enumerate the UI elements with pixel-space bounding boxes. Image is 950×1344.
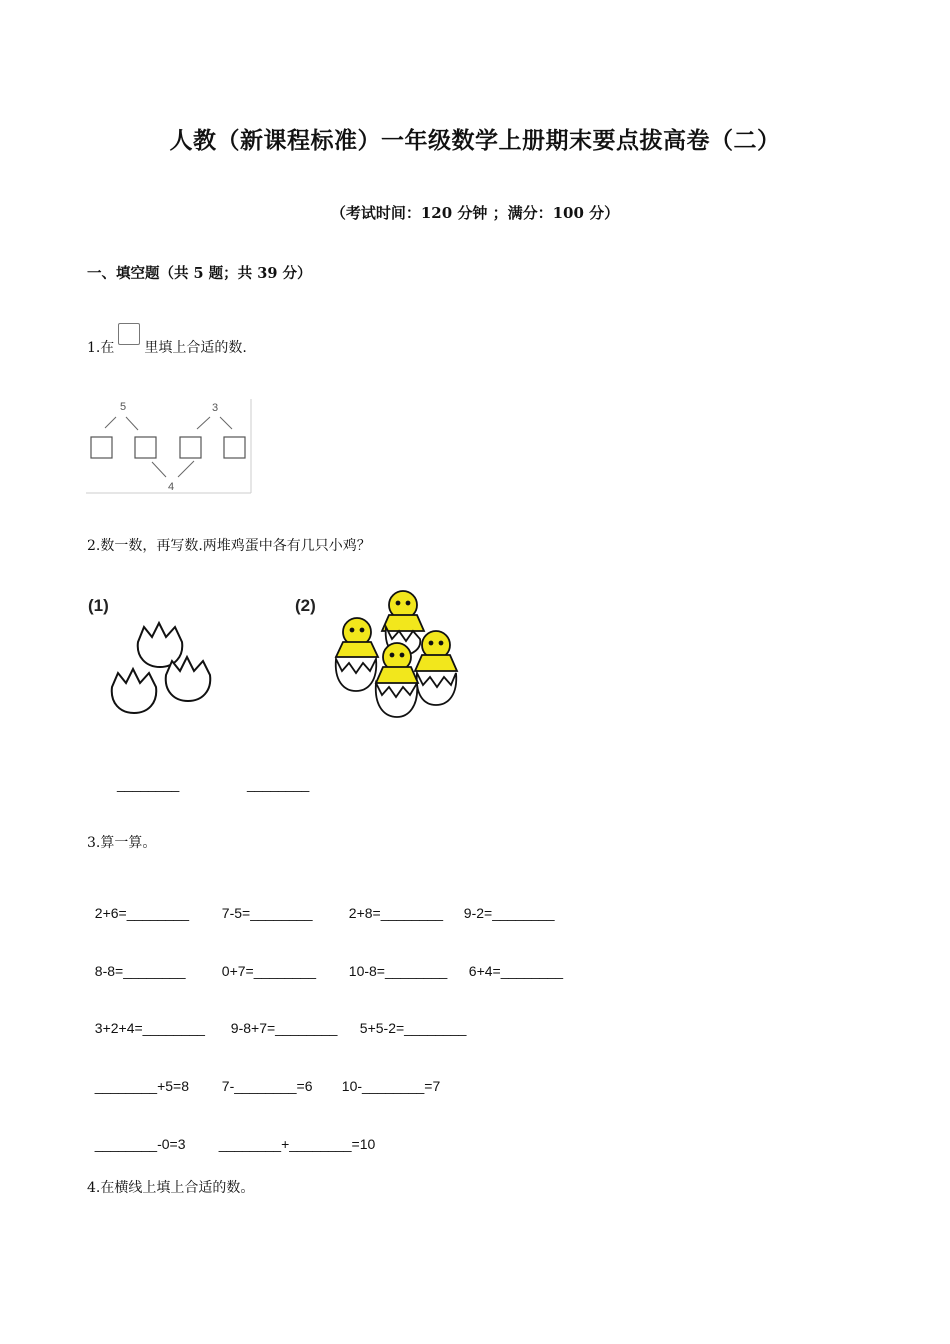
section-heading: 一、填空题（共 5 题；共 39 分） (87, 265, 312, 282)
math-problem[interactable]: 3+2+4=________ (94, 1020, 205, 1036)
math-row (87, 1004, 466, 1036)
math-problem[interactable]: 10-________=7 (341, 1078, 441, 1094)
answer-box-icon (118, 323, 140, 345)
math-problem[interactable]: 7-________=6 (221, 1078, 313, 1094)
math-problem[interactable]: ________-0=3 (94, 1136, 186, 1152)
math-problem[interactable]: 5+5-2=________ (359, 1020, 467, 1036)
question-2: 2.数一数，再写数.两堆鸡蛋中各有几只小鸡？ (87, 538, 371, 554)
question-4: 4.在横线上填上合适的数。 (87, 1180, 255, 1196)
math-row (87, 1120, 375, 1152)
empty-shell-icon (166, 657, 211, 701)
question-1-prefix: 1.在 (87, 340, 115, 356)
math-problem[interactable]: 9-2=________ (463, 905, 555, 921)
answer-box[interactable] (224, 437, 245, 458)
empty-shell-icon (138, 623, 183, 667)
eggs-chicks-illustration (86, 587, 466, 727)
math-problem[interactable]: ________+5=8 (94, 1078, 189, 1094)
math-problem[interactable]: 7-5=________ (221, 905, 313, 921)
math-row (87, 889, 554, 921)
bond-number-5: 5 (120, 401, 127, 413)
question-3: 3.算一算。 (87, 835, 157, 851)
question-1-suffix: 里填上合适的数. (144, 340, 247, 356)
math-problem[interactable]: 8-8=________ (94, 963, 186, 979)
bond-number-3: 3 (212, 402, 219, 414)
exam-info: （考试时间：120 分钟 ；满分：100 分） (330, 204, 620, 222)
pile-1-label: (1) (88, 596, 109, 615)
page-title: 人教（新课程标准）一年级数学上册期末要点拔高卷（二） (169, 127, 781, 154)
math-problem[interactable]: ________+________=10 (218, 1136, 376, 1152)
number-bond-diagram (86, 395, 252, 495)
answer-box[interactable] (91, 437, 112, 458)
chick-icon (415, 631, 457, 705)
answer-blank-2[interactable]: ________ (247, 776, 310, 792)
math-problem[interactable]: 2+6=________ (94, 905, 189, 921)
math-row (87, 1062, 440, 1094)
question-1 (87, 333, 247, 357)
chick-icon (336, 618, 378, 691)
math-problem[interactable]: 2+8=________ (348, 905, 443, 921)
math-problem[interactable]: 0+7=________ (221, 963, 316, 979)
math-problem[interactable]: 6+4=________ (468, 963, 563, 979)
answer-box[interactable] (180, 437, 201, 458)
math-row (87, 947, 563, 979)
empty-shell-icon (112, 669, 157, 713)
answer-box[interactable] (135, 437, 156, 458)
bond-number-4: 4 (168, 481, 175, 493)
pile-2-label: (2) (295, 596, 316, 615)
answer-blank-1[interactable]: ________ (117, 776, 180, 792)
math-problem[interactable]: 10-8=________ (348, 963, 448, 979)
math-problem[interactable]: 9-8+7=________ (230, 1020, 338, 1036)
